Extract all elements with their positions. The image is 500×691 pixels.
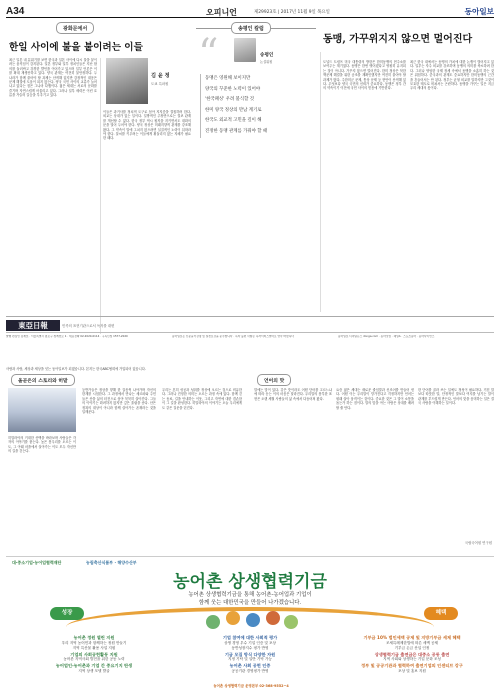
column-gwanghwamun (6, 22, 191, 332)
ad-contact[interactable]: 농어촌 상생협력기금 운영본부 02-368-9552~4 (213, 684, 289, 688)
ad-illustration (206, 611, 296, 633)
masthead-box (6, 316, 494, 364)
column-kicker: 광화문에서 (56, 22, 94, 34)
column-language (252, 374, 494, 552)
ad-box-heading: 기업의 사회공헌활동 지원 (70, 651, 118, 657)
ad-headline-b: 상생협력기금 (228, 572, 327, 592)
column-song-pyeongin (196, 22, 494, 312)
sponsor-logo: 농림축산식품부 · 해양수산부 (86, 560, 137, 565)
ad-box-heading: 기부금 10% 법인세액 공제 및 지방기부금 세제 혜택 (363, 635, 461, 640)
ad-box-line: 지역 특산물 활용 사업 지원 (72, 646, 116, 651)
ad-box-heading: 기업 참여에 대한 사회적 평가 (222, 635, 278, 640)
ad-box-line: 조세특례제한법에 따른 세액 공제 (385, 640, 439, 645)
ad-info-box (178, 635, 322, 674)
column-divider (100, 58, 101, 334)
masthead-divider (6, 332, 494, 333)
pull-quote-line: 진정한 동맹 관계를 가꿔야 할 때 (205, 128, 268, 134)
pull-quote-line: 양국의 꾸준한 노력이 있어야 (205, 86, 261, 92)
page-number: A34 (6, 6, 25, 17)
ad-box-line: 지역 사회와 상생하는 기업 문화 조성 (383, 657, 441, 662)
article-body-2: 이들은 과거사를 정치적 도구로 삼아 지지층을 결집하려 한다. 외교는 상대가 있는 일이다. 일방적인 주장만으로는 결코 관계를 개선할 수 없다. 한국 정부 역시 원칙을 지키면서도 대화의 문을 열어 두어야 한다. 양국 정상은 미래지향적 관계를 강조해 왔다. 그 약속이 말에 그치지 않으려면 실질적인 노력이 뒤따라야 한다. 불씨를 키우려는 이들에게 휘둘리지 않는 지혜가 필요한 때다. (103, 110, 191, 141)
article-body-3: 우리는 흔히 성공과 성취를 정상에 오르는 것으로 비유한다. 그러나 진정한 의미는 오르는 과정 속에 있다. 함께 걷는 동료, 길을 안내하는 이웃, 그리고 자연에 대한 겸손함이 그 길을 완성한다. 히말라야의 이야기는 오늘 우리에게도 같은 질문을 던진다. (162, 388, 242, 410)
issue-date: 제29923호 | 2017년 11월 9일 목요일 (254, 10, 330, 15)
ad-box-line: 기부금 손금 산입 인정 (394, 646, 430, 651)
masthead-info: 동아일보 디지털뉴스 donga.com · 동아닷컴 · 채널A · 스포츠동아 · 동아사이언스 (338, 335, 435, 338)
ad-box-line: 동반성장지수 평가 반영 (231, 646, 269, 651)
ad-headline-a: 농어촌 (173, 572, 223, 592)
kicker-rule (6, 28, 191, 29)
sponsor-logo: 대·중소기업·농어업협력재단 (12, 560, 62, 565)
ad-box-line: 지역 상생 모델 발굴 (78, 668, 110, 673)
pull-quote-line: 한국도 외교적 고민을 깊이 해 (205, 118, 262, 124)
masthead-info: 발행 편집인 김재호 · 서울특별시 종로구 청계천로 1 · 대표전화 02-2020-0114 · 구독신청 1577-2020 (6, 335, 128, 338)
paper-logo: 東亞日報 (6, 320, 60, 331)
masthead-info: 동아일보는 신문윤리강령 및 실천요강을 준수합니다 · 독자 불편 사항은 독자서비스센터로 연락 바랍니다 (172, 335, 294, 338)
ad-box-heading: 농어업인-농어촌과 기업 간 중요기지 탄생 (55, 662, 133, 668)
ad-info-box (24, 635, 164, 674)
author-name: 김 윤 정 (151, 73, 170, 79)
ad-box-line: 우리 지역 농어민과 함께하는 정원 만들기 (61, 640, 127, 645)
leaf-icon (206, 615, 220, 629)
article-photo (8, 388, 76, 432)
wave-icon (246, 613, 260, 627)
ad-subline: 농어촌 상생협력기금을 통해 농어촌-농어업과 기업이 (188, 592, 312, 598)
ad-box-heading: 정부 및 공공기관과 협력하여 출연기업의 인센티브 강구 (361, 662, 463, 668)
ad-box-heading: 상생협력기금 출연금은 대중소 공동 출연 (374, 651, 450, 657)
column-journal (6, 374, 246, 552)
ad-pill-benefit: 혜택 (424, 607, 458, 620)
article-body-1: 말에는 맛이 있다. 같은 뜻이라도 어떤 단어를 고르느냐에 따라 듣는 이의 마음은 달라진다. 우리말의 풍부한 표현은 오랜 세월 사람들의 삶 속에서 다듬어져 왔다. (254, 388, 332, 401)
ad-subline: 함께 웃는 대한민국을 만들어 나가겠습니다. (198, 600, 302, 606)
column-kicker: 올곧은의 스토리와 히말 (11, 374, 75, 386)
paper-motto: 민족의 표현기관으로서 독자를 대변 (62, 324, 115, 328)
article-title: 한일 사이에 불을 붙이려는 이들 (9, 42, 143, 53)
article-body-2: 등반가들은 정상을 향해 한 걸음씩 나아가며 자신의 한계를 시험한다. 그 과정에서 만나는 셰르파와 주민들은 산을 삶의 터전으로 삼아 묵묵히 살아간다. 그들의 이야기는 화려하지 않지만 깊은 울림을 준다. 산은 정복의 대상이 아니라 함께 살아가는 존재라는 것을 일깨운다. (82, 388, 156, 415)
paper-name: 동아일보 (464, 7, 494, 16)
pull-quote-line: 한미 양국 정상의 만남 계기로 (205, 107, 262, 113)
ad-box-heading: 기금 모집 방식 다양한 자원 (224, 651, 276, 657)
article-body-1: 히말라야의 거대한 산맥을 바라보며 사람들은 각자의 이야기를 품는다. 높은 봉우리를 오르는 이도, 그 아래 마을에서 살아가는 이도 모두 자신만의 길을 걷는다. (8, 436, 76, 454)
article-body-1: 도널드 트럼프 미국 대통령의 방한은 한미동맹의 현주소를 보여주는 계기였다. 동맹은 한번 맺어졌다고 영원히 유지되는 것이 아니다. 가꾸지 않으면 멀어진다. 한미 정상은 북한 핵문제 해결을 위한 공조를 재확인했지만 여전히 풀어야 할 과제가 많다. 주한미군 문제, 통상 문제 등 현안이 산적해 있다. 무엇보다 양국 국민의 신뢰가 중요하다. 동맹은 정부 간의 약속이기 이전에 국민 사이의 믿음에 기반한다. (323, 60, 406, 91)
column-kicker: 언어의 맛 (257, 374, 291, 386)
ad-box-line: 상생 경영 우수 기업 인증 및 포상 (224, 640, 276, 645)
article-body-2: 요즘 젊은 세대는 새로운 줄임말과 신조어를 만들어 낸다. 어떤 이는 우리말이 망가진다고 걱정하지만 언어는 원래 살아 움직이는 것이다. 중요한 것은 그 말이 소통을 돕는가 하는 점이다. 말의 맛을 아는 사람은 상대를 배려할 줄 안다. (336, 388, 414, 410)
ad-pill-growth: 성장 (50, 607, 84, 620)
ad-info-box (336, 635, 488, 674)
ad-box-line: 공공기관 경영평가 반영 (231, 668, 269, 673)
ad-box-line: 농어촌 지역사회 발전을 위한 공동 노력 (63, 657, 125, 662)
field-icon (284, 615, 298, 629)
section-title: 오피니언 (206, 8, 237, 17)
ad-box-line: 지정 기탁 및 일반 기탁 가능 (228, 657, 272, 662)
author-photo (106, 58, 148, 104)
pull-quote (200, 74, 318, 138)
page-header (6, 4, 494, 18)
author-byline (151, 72, 193, 86)
ad-box-heading: 농어촌 정원 열린 지원 (73, 635, 115, 640)
pull-quote-line: 동맹은 영원해 보이지만 (205, 76, 251, 81)
sun-icon (226, 611, 240, 625)
ad-box-heading: 농어촌 사회 공헌 인증 (229, 662, 271, 668)
author-role: 도쿄 특파원 (151, 82, 169, 86)
ad-box-line: 포상 및 홍보 지원 (398, 668, 426, 673)
article-title: 동맹, 가꾸위지지 않으면 멀어진다 (323, 34, 473, 45)
author-byline: 국립국어원 연구원 (464, 541, 492, 545)
ad-headline (6, 567, 494, 592)
pull-quote-line: '한국패싱' 우려 불식할 것 (205, 97, 255, 103)
author-email: 논설위원 (260, 60, 273, 64)
masthead-notice: 사람과 사람, 세상과 세상을 잇는 동아일보가 되겠습니다. 본지는 한국ABC협회에 가입되어 있습니다. (6, 367, 146, 371)
article-body-1: 최근 일본 내 분위기를 보면 한국과 일본 사이에 다시 불을 붙이려는 움직임이 감지된다. 일본 정부와 일부 정치인들은 지난 합의를 둘러싸고 강경한 발언을 이어가고 있으며 일부 언론은 이를 확대 재생산하고 있다. 양국 관계는 여전히 불안정하다. 두 나라가 함께 풀어야 할 과제는 산적해 있지만 감정적인 대응은 문제 해결에 도움이 되지 않는다. 양국 국민 사이의 교류가 늘어나고 있다는 점은 그나마 다행이다. 젊은 세대는 서로의 문화를 즐기며 자연스럽게 어울리고 있다. 그러나 일부 세력은 이런 흐름을 거슬러 갈등을 부추기고 있다. (9, 58, 97, 98)
column-kicker: 송평인 칼럼 (231, 22, 271, 34)
author-name: 송평인 (260, 53, 274, 58)
article-body-2: 최근 한국 내에서는 동맹의 가치에 대한 논쟁이 벌어지고 있다. 일부는 자주 외교를 강조하며 동맹의 의미를 축소하려 한다. 그러나 냉엄한 국제 정세 속에서 동맹을 소홀히 하는 것은 위험하다. 중국과의 관계도 중요하지만 한미동맹의 근간을 흔들어서는 안 된다. 정부는 균형 외교를 말하지만 그것이 모호한 태도로 비쳐서는 곤란하다. 동맹을 가꾸는 일은 지금 우리 세대의 몫이다. (410, 60, 494, 91)
article-body-3: 한 단어를 골라 쓰는 일에도 정성이 필요하다. 거친 말보다 따뜻한 말, 단정적인 말보다 여지를 남기는 말이 관계를 부드럽게 만든다. 언어의 맛을 음미하는 일은 결국 사람을 이해하는 일이다. (418, 388, 494, 406)
advertisement[interactable] (6, 556, 494, 689)
column-divider (320, 52, 321, 312)
quote-mark-icon: “ (198, 31, 219, 77)
author-photo (234, 38, 256, 62)
building-icon (266, 611, 280, 625)
